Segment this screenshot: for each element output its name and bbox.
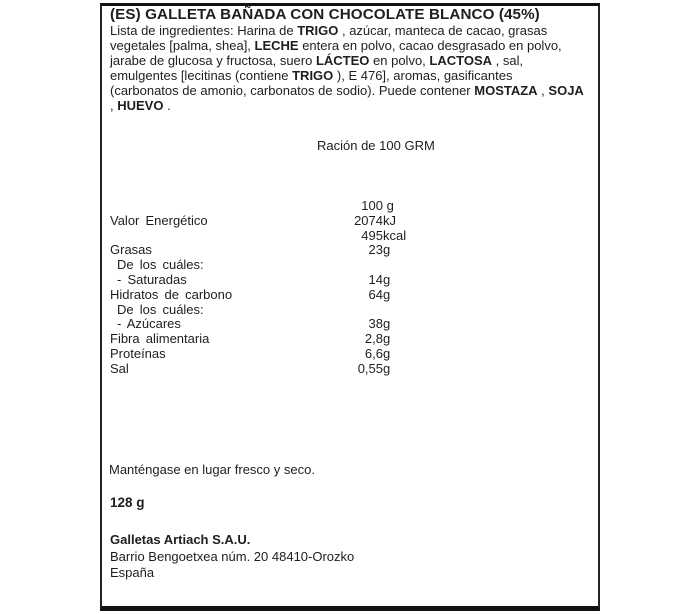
nutrition-value — [260, 243, 390, 258]
manufacturer-country: España — [110, 565, 155, 580]
nutrition-row — [110, 317, 530, 332]
nutrition-value-unit: kJ — [383, 212, 396, 228]
manufacturer-block — [110, 532, 354, 582]
nutrition-row — [110, 273, 530, 288]
nutrition-value-number: 14 — [368, 271, 383, 287]
ingredient-text: . — [163, 98, 171, 113]
nutrition-label: De los cuáles: — [117, 257, 204, 273]
nutrition-value-unit: g — [383, 345, 391, 361]
nutrition-value-unit: kcal — [383, 227, 407, 243]
nutrition-value — [260, 362, 390, 377]
product-title: (ES) GALLETA BAÑADA CON CHOCOLATE BLANCO (45%) — [110, 6, 540, 23]
nutrition-value — [260, 317, 390, 332]
ingredient-text: entera en polvo, cacao desgrasado en polvo, — [298, 38, 562, 53]
storage-note: Manténgase en lugar fresco y seco. — [109, 462, 315, 477]
nutrition-value-number: 64 — [368, 286, 383, 302]
nutrition-value — [260, 303, 383, 318]
ingredients-line — [110, 38, 584, 53]
nutrition-value-number: 2,8 — [364, 331, 383, 347]
manufacturer-address: Barrio Bengoetxea núm. 20 48410-Orozko — [110, 548, 355, 564]
nutrition-value — [260, 199, 394, 214]
label-box — [100, 3, 600, 611]
nutrition-label: - Azúcares — [117, 316, 181, 332]
ingredient-text: , azúcar, manteca de cacao, grasas — [338, 23, 548, 38]
nutrition-value — [260, 332, 390, 347]
nutrition-value — [260, 347, 390, 362]
nutrition-row — [110, 229, 530, 244]
nutrition-value-unit: g — [383, 360, 391, 376]
ingredient-text: emulgentes [lecitinas (contiene — [110, 68, 293, 83]
nutrition-value-unit: g — [383, 316, 391, 332]
nutrition-label: Sal — [110, 360, 129, 376]
nutrition-value-unit: g — [383, 198, 394, 213]
net-weight: 128 g — [110, 495, 145, 510]
nutrition-row — [110, 347, 530, 362]
nutrition-row — [110, 303, 530, 318]
nutrition-value-unit: g — [383, 242, 391, 258]
ingredient-text: , — [537, 83, 549, 98]
ingredient-text: vegetales [palma, shea], — [110, 38, 255, 53]
nutrition-row — [110, 332, 530, 347]
manufacturer-name: Galletas Artiach S.A.U. — [110, 532, 251, 547]
nutrition-value-unit: g — [383, 271, 391, 287]
ingredient-text: en polvo, — [369, 53, 430, 68]
ingredients-line — [110, 23, 584, 38]
nutrition-row — [110, 258, 530, 273]
nutrition-value-unit: g — [383, 331, 391, 347]
ingredients-paragraph — [110, 23, 584, 113]
allergen-text: HUEVO — [117, 98, 164, 113]
nutrition-value — [260, 288, 390, 303]
nutrition-value — [260, 273, 390, 288]
nutrition-value-number: 0,55 — [357, 360, 383, 376]
nutrition-row — [110, 362, 530, 377]
nutrition-label: De los cuáles: — [117, 301, 204, 317]
nutrition-row — [110, 288, 530, 303]
nutrition-label: Fibra alimentaria — [110, 331, 210, 347]
ingredients-line — [110, 68, 584, 83]
allergen-text: TRIGO — [297, 23, 339, 38]
ingredients-line — [110, 83, 584, 98]
nutrition-value-number: 38 — [368, 316, 383, 332]
nutrition-label: Hidratos de carbono — [110, 286, 233, 302]
allergen-text: LACTOSA — [429, 53, 493, 68]
nutrition-label: Grasas — [110, 242, 152, 258]
allergen-text: SOJA — [548, 83, 584, 98]
ingredient-text: jarabe de glucosa y fructosa, suero — [110, 53, 316, 68]
nutrition-row — [110, 214, 530, 229]
nutrition-value — [260, 258, 383, 273]
nutrition-value-number: 6,6 — [364, 345, 383, 361]
nutrition-row — [110, 199, 530, 214]
nutrition-table — [110, 199, 530, 377]
nutrition-value-number: 100 — [361, 198, 383, 213]
ingredients-line — [110, 53, 584, 68]
nutrition-value-unit: g — [383, 286, 391, 302]
nutrition-label: Valor Energético — [110, 212, 208, 228]
allergen-text: MOSTAZA — [474, 83, 538, 98]
nutrition-label: - Saturadas — [117, 271, 187, 287]
allergen-text: TRIGO — [292, 68, 334, 83]
nutrition-value — [260, 229, 406, 244]
nutrition-value-number: 2074 — [354, 212, 383, 228]
ingredients-line — [110, 98, 584, 113]
nutrition-label: Proteínas — [110, 345, 166, 361]
allergen-text: LÁCTEO — [315, 53, 370, 68]
ingredient-text: , — [110, 98, 118, 113]
nutrition-row — [110, 243, 530, 258]
ingredient-text: Lista de ingredientes: Harina de — [110, 23, 298, 38]
ingredient-text: (carbonatos de amonio, carbonatos de sodio). Puede contener — [110, 83, 475, 98]
allergen-text: LECHE — [254, 38, 299, 53]
nutrition-value-number: 23 — [368, 242, 383, 258]
serving-heading: Ración de 100 GRM — [317, 138, 435, 153]
nutrition-value — [260, 214, 396, 229]
nutrition-value-number: 495 — [361, 227, 383, 243]
ingredient-text: , sal, — [492, 53, 524, 68]
ingredient-text: ), E 476], aromas, gasificantes — [333, 68, 513, 83]
